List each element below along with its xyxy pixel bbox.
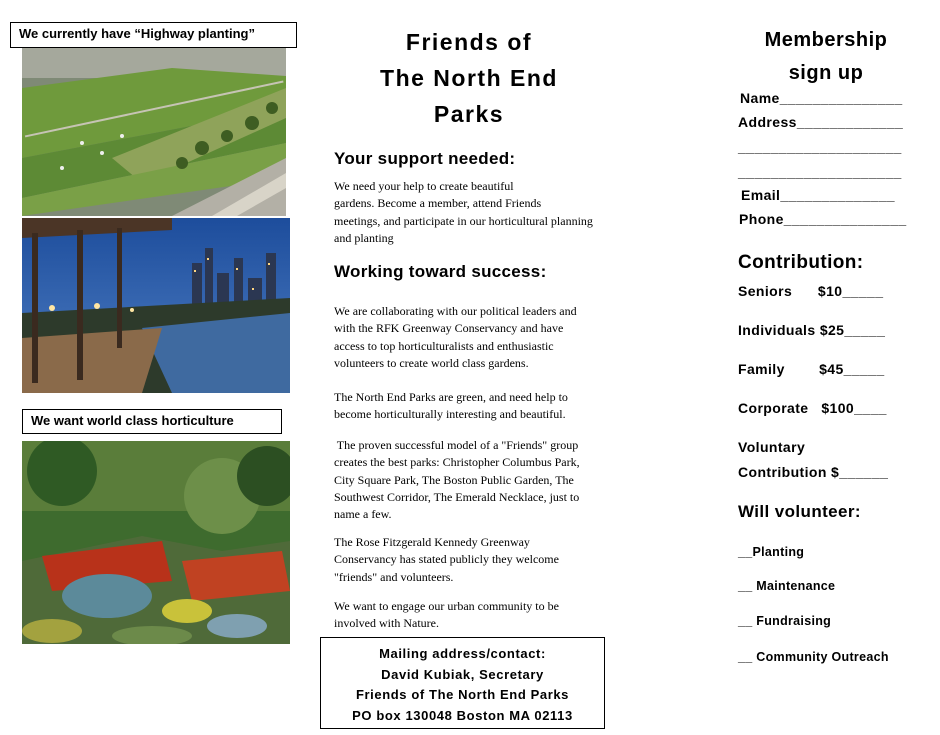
support-paragraph: We need your help to create beautiful gardens. Become a member, attend Friends meetings, and participate in our horticultural planning and planting [334,179,593,245]
volunteer-fundraising[interactable]: __ Fundraising [738,614,832,628]
corporate-option[interactable]: Corporate $100____ [738,400,887,416]
park-aerial-photo [22,48,286,216]
paragraph-conservancy: The Rose Fitzgerald Kennedy Greenway Conservancy has stated publicly they welcome "friends" and volunteers. [334,535,559,584]
title-line-2: The North End [380,65,558,91]
address-line-2-field[interactable]: ____________________ [738,139,902,155]
voluntary-contribution-field[interactable]: Contribution $______ [738,464,889,480]
mailing-address-box [320,637,605,729]
mail-po-box: PO box 130048 Boston MA 02113 [352,707,573,723]
phone-field[interactable]: Phone_______________ [739,211,907,227]
membership-title: Membership sign up [764,29,888,84]
success-heading: Working toward success: [334,262,547,281]
paragraph-collaborating: We are collaborating with our political leaders and with the RFK Greenway Conservancy and have access to top horticulturalists and enthusiastic volunteers to create world class gardens. [334,304,577,370]
title-line-1: Friends of [405,29,533,55]
volunteer-heading: Will volunteer: [738,502,861,521]
name-field[interactable]: Name_______________ [740,90,903,106]
garden-photo [22,441,290,644]
park-night-photo [22,218,290,393]
paragraph-friends-model: The proven successful model of a "Friends" group creates the best parks: Christopher Columbus Park, City Square Park, The Boston Public Garden, The Southwest Corridor, The Emerald Necklace, just to name a few. [334,438,580,522]
support-heading: Your support needed: [334,149,516,168]
family-option[interactable]: Family $45_____ [738,361,885,377]
seniors-option[interactable]: Seniors $10_____ [738,283,884,299]
mail-organization: Friends of The North End Parks [355,687,570,702]
paragraph-engage: We want to engage our urban community to be involved with Nature. [334,599,559,631]
caption-highway-planting: We currently have “Highway planting” [10,22,297,48]
caption-world-class: We want world class horticulture [22,409,282,434]
volunteer-planting[interactable]: __Planting [738,545,805,559]
volunteer-community-outreach[interactable]: __ Community Outreach [738,650,889,664]
title-line-3: Parks [433,101,505,127]
main-title [335,24,603,132]
contribution-heading: Contribution: [738,252,864,273]
mail-contact-name: David Kubiak, Secretary [381,666,544,682]
paragraph-green: The North End Parks are green, and need help to become horticulturally interesting and beautiful. [334,390,568,422]
address-field[interactable]: Address_____________ [738,114,904,130]
address-line-3-field[interactable]: ____________________ [738,164,902,180]
mail-heading: Mailing address/contact: [379,646,546,661]
voluntary-label: Voluntary [738,439,806,455]
individuals-option[interactable]: Individuals $25_____ [738,322,886,338]
volunteer-maintenance[interactable]: __ Maintenance [738,579,836,593]
email-field[interactable]: Email______________ [741,187,895,203]
